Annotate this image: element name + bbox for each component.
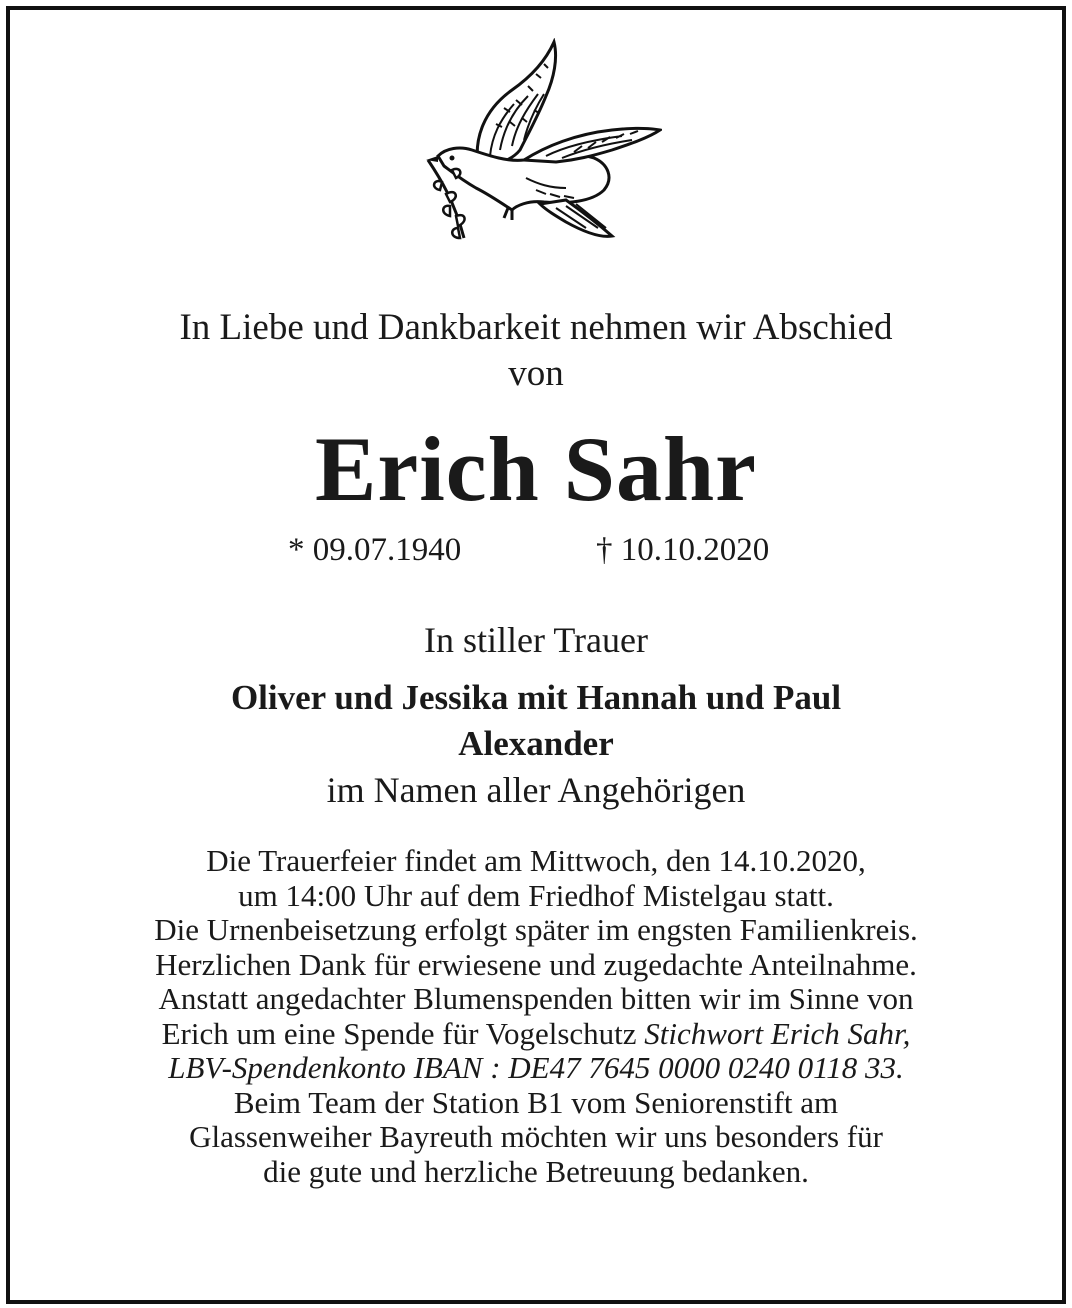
farewell-intro: In Liebe und Dankbarkeit nehmen wir Abschied [179, 307, 893, 348]
details-line: Herzlichen Dank für erwiesene und zugedachte Anteilnahme. [155, 946, 917, 982]
donation-keyword: Stichwort Erich Sahr, [644, 1015, 911, 1051]
details-line: Beim Team der Station B1 vom Seniorenstift am [233, 1084, 839, 1120]
deceased-name: Erich Sahr [315, 418, 757, 520]
details-line: Die Trauerfeier findet am Mittwoch, den 14.10.2020, [206, 843, 866, 878]
service-details [40, 844, 1032, 1189]
death-date: † 10.10.2020 [596, 532, 770, 568]
details-line: um 14:00 Uhr auf dem Friedhof Mistelgau statt. [238, 877, 834, 913]
birth-date: * 09.07.1940 [288, 532, 462, 568]
mourning-line: In stiller Trauer [424, 620, 648, 660]
bank-account: LBV-Spendenkonto IBAN : DE47 7645 0000 0240 0118 33. [168, 1050, 904, 1085]
mourners-line-1: Oliver und Jessika mit Hannah und Paul [230, 678, 842, 717]
details-line: Glassenweiher Bayreuth möchten wir uns besonders für [189, 1119, 883, 1154]
details-line: Anstatt angedachter Blumenspenden bitten wir im Sinne von [158, 981, 914, 1016]
details-line: Die Urnenbeisetzung erfolgt später im engsten Familienkreis. [154, 912, 918, 947]
dove-with-olive-branch-icon [416, 38, 662, 250]
on-behalf-line: im Namen aller Angehörigen [326, 770, 746, 810]
bank-account-line [40, 1051, 1032, 1086]
farewell-von: von [508, 353, 564, 394]
mourners-line-2: Alexander [458, 724, 614, 763]
details-line: die gute und herzliche Betreuung bedanken. [263, 1153, 809, 1189]
donation-text: Erich um eine Spende für Vogelschutz [161, 1015, 645, 1051]
donation-line [40, 1017, 1032, 1052]
